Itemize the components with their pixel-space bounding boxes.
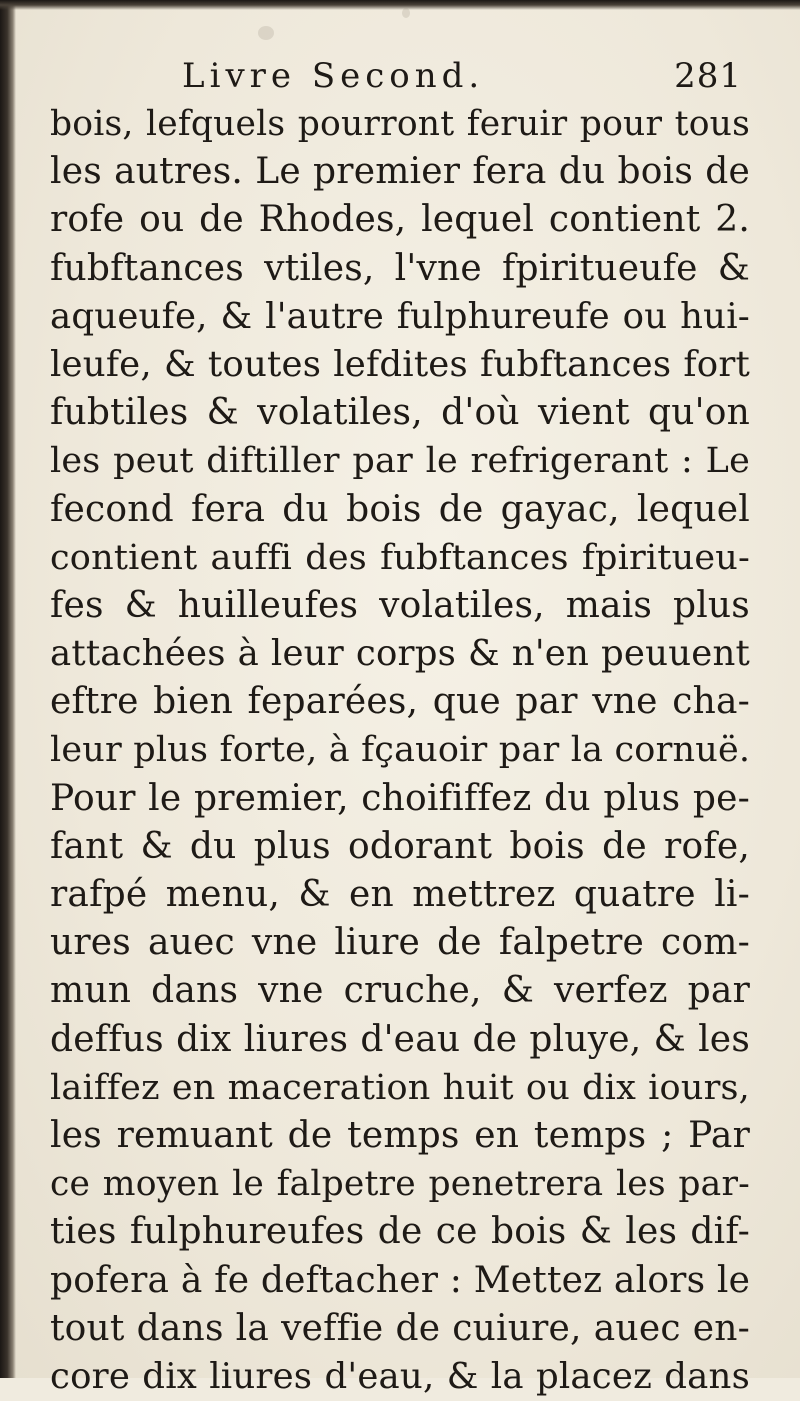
text-line: attachées à leur corps & n'en peuuent	[50, 633, 750, 675]
paper-stain	[258, 26, 274, 40]
text-line: ties fulphureufes de ce bois & les dif-	[50, 1211, 750, 1253]
text-line: fecond fera du bois de gayac, lequel	[50, 488, 750, 530]
body-text	[50, 100, 750, 1401]
text-line: ures auec vne liure de falpetre com-	[50, 922, 750, 964]
text-line: fubtiles & volatiles, d'où vient qu'on	[50, 392, 750, 434]
page-top-edge	[0, 0, 800, 10]
text-line: rofe ou de Rhodes, lequel contient 2.	[50, 199, 750, 241]
text-line: pofera à fe deftacher : Mettez alors le	[50, 1259, 751, 1301]
page-number: 281	[674, 56, 742, 96]
text-line: core dix liures d'eau, & la placez dans	[50, 1355, 750, 1397]
text-line: leur plus forte, à fçauoir par la cornuë.	[50, 730, 751, 771]
page-binding-shadow	[0, 0, 16, 1378]
running-head	[182, 56, 742, 106]
text-line: fubftances vtiles, l'vne fpiritueufe &	[50, 247, 750, 289]
text-line: bois, lefquels pourront feruir pour tous	[50, 104, 750, 144]
text-line: aqueufe, & l'autre fulphureufe ou hui-	[50, 295, 750, 337]
text-line: contient auffi des fubftances fpiritueu-	[50, 537, 750, 578]
text-line: ce moyen le falpetre penetrera les par-	[50, 1164, 750, 1205]
text-line: leufe, & toutes lefdites fubftances fort	[50, 343, 750, 385]
text-line: tout dans la veffie de cuiure, auec en-	[50, 1307, 750, 1349]
text-line: Pour le premier, choififfez du plus pe-	[50, 777, 750, 819]
text-line: deffus dix liures d'eau de pluye, & les	[50, 1018, 750, 1060]
running-head-title: Livre Second.	[182, 56, 485, 96]
paper-stain	[402, 8, 410, 18]
text-line: laiffez en maceration huit ou dix iours,	[50, 1067, 750, 1108]
text-line: mun dans vne cruche, & verfez par	[50, 970, 750, 1012]
text-line: les peut diftiller par le refrigerant : Le	[50, 441, 750, 482]
text-line: les autres. Le premier fera du bois de	[50, 151, 750, 193]
text-line: eftre bien feparées, que par vne cha-	[50, 681, 750, 723]
text-line: fes & huilleufes volatiles, mais plus	[50, 584, 750, 626]
text-line: les remuant de temps en temps ; Par	[50, 1114, 750, 1156]
text-line: fant & du plus odorant bois de rofe,	[50, 825, 750, 867]
text-line: rafpé menu, & en mettrez quatre li-	[50, 874, 750, 915]
